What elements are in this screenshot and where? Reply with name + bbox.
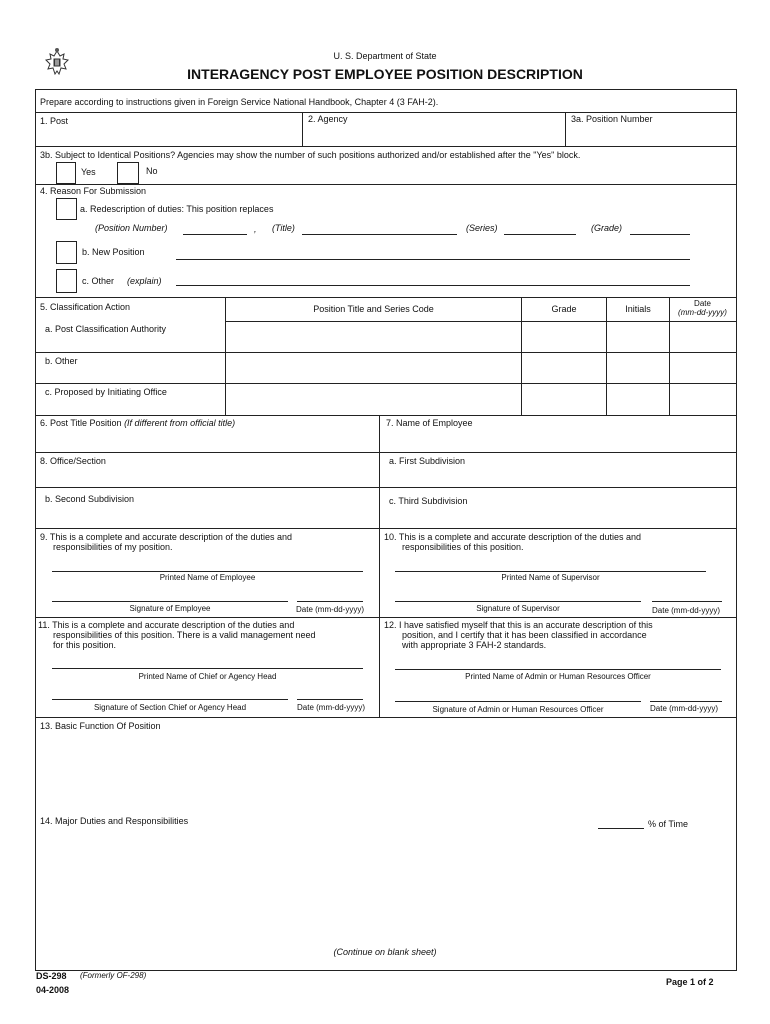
new-position-checkbox[interactable] [56,241,77,264]
q12-line1: 12. I have satisfied myself that this is an accurate description of this [384,620,653,630]
other-explain-input[interactable] [176,285,690,286]
basic-function-label: 13. Basic Function Of Position [40,721,161,731]
position-number-caption: (Position Number) [95,223,168,233]
new-position-label: b. New Position [82,247,145,257]
q10-line1: 10. This is a complete and accurate description of the duties and [384,532,641,542]
supervisor-printed-name-caption: Printed Name of Supervisor [501,573,600,582]
classification-row-a: a. Post Classification Authority [45,324,167,334]
no-checkbox[interactable] [117,162,139,184]
q9-line2: responsibilities of my position. [53,542,173,552]
third-subdivision-label: c. Third Subdivision [389,496,468,506]
admin-date-caption: Date (mm-dd-yyyy) [650,704,719,713]
office-section-label: 8. Office/Section [40,456,106,466]
formerly-note: (Formerly OF-298) [80,971,147,980]
col-grade: Grade [551,304,577,314]
grade-input[interactable] [630,234,690,235]
supervisor-signature-caption: Signature of Supervisor [476,604,560,613]
form-date: 04-2008 [36,985,70,995]
admin-signature-input[interactable] [395,701,641,702]
post-title-note: (If different from official title) [124,418,236,428]
admin-date-input[interactable] [650,701,722,702]
series-caption: (Series) [466,223,498,233]
employee-printed-name-caption: Printed Name of Employee [159,573,256,582]
yes-checkbox[interactable] [56,162,76,184]
q11-line2: responsibilities of this position. There is a valid management need [53,630,316,640]
position-number-label: 3a. Position Number [571,114,653,124]
form-title: INTERAGENCY POST EMPLOYEE POSITION DESCRIPTION [187,66,583,82]
chief-printed-name-input[interactable] [52,668,363,669]
percent-time-input[interactable] [598,828,644,829]
employee-signature-caption: Signature of Employee [129,604,211,613]
series-input[interactable] [504,234,576,235]
q12-line3: with appropriate 3 FAH-2 standards. [402,640,547,650]
chief-date-input[interactable] [297,699,363,700]
other-checkbox[interactable] [56,269,77,293]
employee-printed-name-input[interactable] [52,571,363,572]
form-number: DS-298 [36,971,67,981]
redescription-checkbox[interactable] [56,198,77,220]
grade-caption: (Grade) [591,223,623,233]
no-label: No [146,166,158,176]
basic-function-field[interactable] [36,735,734,810]
col-initials: Initials [625,304,651,314]
chief-date-caption: Date (mm-dd-yyyy) [297,703,366,712]
major-duties-field[interactable] [36,832,734,937]
supervisor-date-caption: Date (mm-dd-yyyy) [652,606,721,615]
position-number-input[interactable] [183,234,247,235]
classification-row-c: c. Proposed by Initiating Office [45,387,167,397]
identical-positions-question: 3b. Subject to Identical Positions? Agencies may show the number of such positions authorized and/or established after the "Yes" block. [40,150,581,160]
col-title-series: Position Title and Series Code [313,304,434,314]
post-label: 1. Post [40,116,69,126]
post-title-text: 6. Post Title Position [40,418,122,428]
state-department-seal-icon [42,47,72,79]
title-input[interactable] [302,234,457,235]
col-date-format: (mm-dd-yyyy) [678,308,727,317]
q11-line3: for this position. [53,640,117,650]
chief-printed-name-caption: Printed Name of Chief or Agency Head [138,672,277,681]
reason-heading: 4. Reason For Submission [40,186,147,196]
q10-line2: responsibilities of this position. [402,542,524,552]
post-title-field[interactable] [36,432,376,450]
q11-line1: 11. This is a complete and accurate description of the duties and [38,620,295,630]
title-caption: (Title) [272,223,295,233]
other-label: c. Other [82,276,115,286]
employee-name-label: 7. Name of Employee [386,418,473,428]
new-position-input[interactable] [176,259,690,260]
continue-note: (Continue on blank sheet) [333,947,437,957]
admin-printed-name-input[interactable] [395,669,721,670]
employee-name-field[interactable] [382,432,734,450]
admin-printed-name-caption: Printed Name of Admin or Human Resources Officer [465,672,651,681]
percent-time-label: % of Time [648,819,689,829]
col-date: Date [694,299,711,308]
major-duties-label: 14. Major Duties and Responsibilities [40,816,189,826]
admin-signature-caption: Signature of Admin or Human Resources Officer [432,705,604,714]
classification-heading: 5. Classification Action [40,302,131,312]
comma-sep: , [254,224,257,234]
post-title-label [40,419,235,428]
page-indicator: Page 1 of 2 [666,977,714,987]
second-subdivision-label: b. Second Subdivision [45,494,135,504]
q12-line2: position, and I certify that it has been classified in accordance [402,630,647,640]
q9-line1: 9. This is a complete and accurate description of the duties and [40,532,292,542]
supervisor-signature-input[interactable] [395,601,641,602]
employee-date-input[interactable] [297,601,363,602]
other-explain-caption: (explain) [127,276,162,286]
classification-cells[interactable] [226,322,735,414]
employee-date-caption: Date (mm-dd-yyyy) [296,605,365,614]
yes-label: Yes [81,167,96,177]
employee-signature-input[interactable] [52,601,288,602]
department-name: U. S. Department of State [333,51,437,61]
redescription-label: a. Redescription of duties: This position replaces [80,204,274,214]
agency-label: 2. Agency [308,114,348,124]
supervisor-printed-name-input[interactable] [395,571,706,572]
classification-row-b: b. Other [45,356,78,366]
instructions-text: Prepare according to instructions given in Foreign Service National Handbook, Chapter 4 (3 FAH-2). [40,97,439,107]
supervisor-date-input[interactable] [652,601,722,602]
first-subdivision-label: a. First Subdivision [389,456,466,466]
chief-signature-caption: Signature of Section Chief or Agency Head [93,703,247,712]
position-number-field[interactable] [568,128,734,144]
agency-field[interactable] [305,128,563,144]
chief-signature-input[interactable] [52,699,288,700]
post-field[interactable] [36,128,300,144]
